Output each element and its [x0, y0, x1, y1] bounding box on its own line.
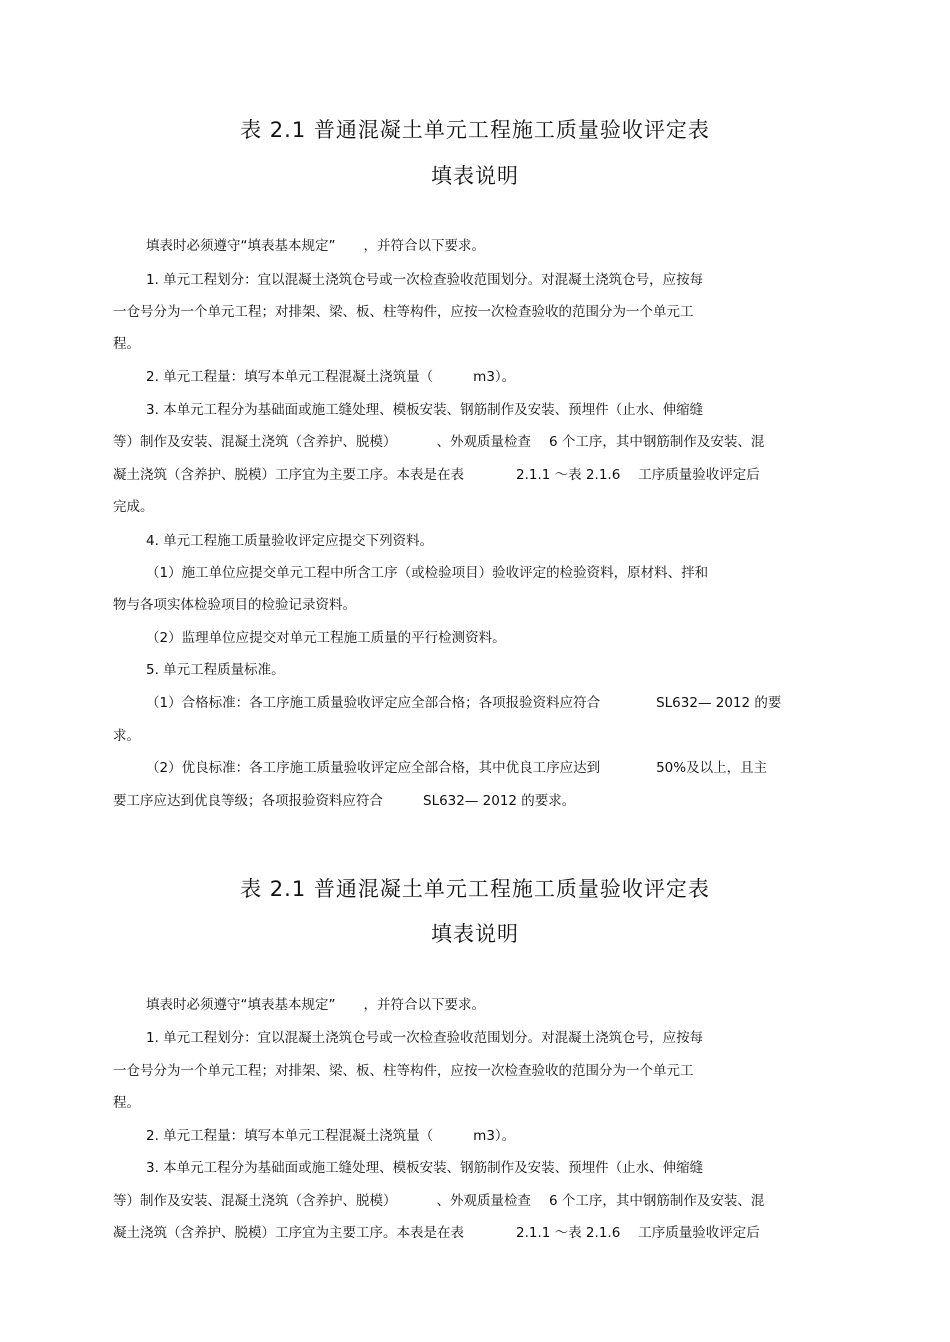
- page-title: 表 2.1 普通混凝土单元工程施工质量验收评定表: [240, 118, 710, 142]
- page-subtitle: 填表说明: [431, 922, 519, 946]
- paragraph-3-line-1: 3. 本单元工程分为基础面或施工缝处理、模板安装、钢筋制作及安装、预埋件（止水、伸缩缝: [146, 402, 704, 418]
- paragraph-3-line-3: 凝土浇筑（含养护、脱模）工序宜为主要工序。本表是在表 2.1.1 ～表 2.1.6 工序质量验收评定后: [113, 467, 760, 483]
- paragraph-2: 2. 单元工程量：填写本单元工程混凝土浇筑量（ m3）。: [146, 1128, 516, 1144]
- paragraph-5-1-line-2: 求。: [113, 728, 140, 744]
- paragraph-4-1-line-1: （1）施工单位应提交单元工程中所含工序（或检验项目）验收评定的检验资料，原材料、拌和: [146, 565, 709, 581]
- paragraph-4-1-line-2: 物与各项实体检验项目的检验记录资料。: [113, 597, 356, 613]
- paragraph-5: 5. 单元工程质量标准。: [146, 662, 285, 678]
- paragraph-1-line-3: 程。: [113, 1095, 140, 1111]
- paragraph-intro: 填表时必须遵守“填表基本规定” ，并符合以下要求。: [146, 238, 485, 254]
- paragraph-3-line-2: 等）制作及安装、混凝土浇筑（含养护、脱模） 、外观质量检查 6 个工序，其中钢筋制作及安装、混: [113, 434, 765, 450]
- paragraph-3-line-2: 等）制作及安装、混凝土浇筑（含养护、脱模） 、外观质量检查 6 个工序，其中钢筋制作及安装、混: [113, 1193, 765, 1209]
- paragraph-1-line-2: 一仓号分为一个单元工程；对排架、梁、板、柱等构件，应按一次检查验收的范围分为一个单元工: [113, 1063, 694, 1079]
- paragraph-3-line-4: 完成。: [113, 499, 154, 515]
- paragraph-1-line-1: 1. 单元工程划分：宜以混凝土浇筑仓号或一次检查验收范围划分。对混凝土浇筑仓号，应按每: [146, 1030, 704, 1046]
- paragraph-5-2-line-1: （2）优良标准：各工序施工质量验收评定应全部合格，其中优良工序应达到 50%及以上，且主: [146, 760, 768, 776]
- paragraph-3-line-1: 3. 本单元工程分为基础面或施工缝处理、模板安装、钢筋制作及安装、预埋件（止水、伸缩缝: [146, 1160, 704, 1176]
- paragraph-4-2: （2）监理单位应提交对单元工程施工质量的平行检测资料。: [146, 630, 506, 646]
- paragraph-5-2-line-2: 要工序应达到优良等级；各项报验资料应符合 SL632— 2012 的要求。: [113, 793, 576, 809]
- paragraph-intro: 填表时必须遵守“填表基本规定” ，并符合以下要求。: [146, 997, 485, 1013]
- page-title: 表 2.1 普通混凝土单元工程施工质量验收评定表: [240, 877, 710, 901]
- paragraph-1-line-1: 1. 单元工程划分：宜以混凝土浇筑仓号或一次检查验收范围划分。对混凝土浇筑仓号，应按每: [146, 272, 704, 288]
- paragraph-4: 4. 单元工程施工质量验收评定应提交下列资料。: [146, 533, 434, 549]
- paragraph-5-1-line-1: （1）合格标准：各工序施工质量验收评定应全部合格；各项报验资料应符合 SL632— 2012 的要: [146, 695, 782, 711]
- paragraph-2: 2. 单元工程量：填写本单元工程混凝土浇筑量（ m3）。: [146, 369, 516, 385]
- paragraph-1-line-2: 一仓号分为一个单元工程；对排架、梁、板、柱等构件，应按一次检查验收的范围分为一个单元工: [113, 304, 694, 320]
- paragraph-3-line-3: 凝土浇筑（含养护、脱模）工序宜为主要工序。本表是在表 2.1.1 ～表 2.1.6 工序质量验收评定后: [113, 1225, 760, 1241]
- paragraph-1-line-3: 程。: [113, 336, 140, 352]
- page-subtitle: 填表说明: [431, 164, 519, 188]
